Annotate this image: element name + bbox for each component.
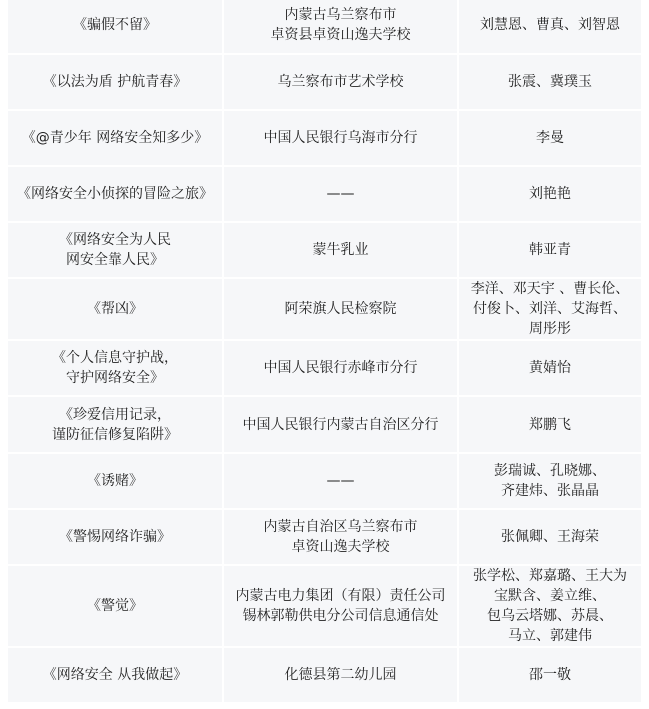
table-row bbox=[8, 55, 641, 109]
work-title-cell: 《网络安全小侦探的冒险之旅》 bbox=[8, 167, 224, 221]
work-title-cell: 《骗假不留》 bbox=[8, 0, 224, 53]
work-title-cell: 《警觉》 bbox=[8, 566, 224, 646]
organization-cell: 中国人民银行赤峰市分行 bbox=[224, 341, 459, 395]
authors-cell: 李洋、邓天宇 、曹长伦、 付俊卜、刘洋、艾海哲、 周彤彤 bbox=[459, 279, 641, 339]
organization-cell: —— bbox=[224, 454, 459, 508]
table-row bbox=[8, 223, 641, 277]
authors-cell: 郑鹏飞 bbox=[459, 397, 641, 452]
authors-cell: 张震、冀璞玉 bbox=[459, 55, 641, 109]
work-title-cell: 《帮凶》 bbox=[8, 279, 224, 339]
authors-cell: 韩亚青 bbox=[459, 223, 641, 277]
authors-cell: 彭瑞诚、孔晓娜、 齐建炜、张晶晶 bbox=[459, 454, 641, 508]
organization-cell: 阿荣旗人民检察院 bbox=[224, 279, 459, 339]
authors-cell: 刘慧恩、曹真、刘智恩 bbox=[459, 0, 641, 53]
table-row bbox=[8, 454, 641, 508]
organization-cell: 内蒙古乌兰察布市 卓资县卓资山逸夫学校 bbox=[224, 0, 459, 53]
organization-cell: 乌兰察布市艺术学校 bbox=[224, 55, 459, 109]
organization-cell: 化德县第二幼儿园 bbox=[224, 648, 459, 702]
work-title-cell: 《警惕网络诈骗》 bbox=[8, 510, 224, 564]
organization-cell: 中国人民银行内蒙古自治区分行 bbox=[224, 397, 459, 452]
authors-cell: 张佩卿、王海荣 bbox=[459, 510, 641, 564]
authors-cell: 李曼 bbox=[459, 111, 641, 165]
organization-cell: 蒙牛乳业 bbox=[224, 223, 459, 277]
work-title-cell: 《个人信息守护战， 守护网络安全》 bbox=[8, 341, 224, 395]
authors-cell: 邵一敬 bbox=[459, 648, 641, 702]
table-row bbox=[8, 566, 641, 646]
table-row bbox=[8, 0, 641, 53]
table-row bbox=[8, 279, 641, 339]
authors-cell: 张学松、郑嘉璐、王大为 宝默含、姜立维、 包乌云塔娜、苏晨、 马立、郭建伟 bbox=[459, 566, 641, 646]
work-title-cell: 《网络安全为人民 网安全靠人民》 bbox=[8, 223, 224, 277]
work-title-cell: 《@青少年 网络安全知多少》 bbox=[8, 111, 224, 165]
table-row bbox=[8, 111, 641, 165]
organization-cell: 内蒙古自治区乌兰察布市 卓资山逸夫学校 bbox=[224, 510, 459, 564]
authors-cell: 黄婧怡 bbox=[459, 341, 641, 395]
work-title-cell: 《网络安全 从我做起》 bbox=[8, 648, 224, 702]
table-row bbox=[8, 341, 641, 395]
table-row bbox=[8, 167, 641, 221]
authors-cell: 刘艳艳 bbox=[459, 167, 641, 221]
table-row bbox=[8, 510, 641, 564]
work-title-cell: 《珍爱信用记录， 谨防征信修复陷阱》 bbox=[8, 397, 224, 452]
works-table-body bbox=[8, 0, 641, 702]
table-row bbox=[8, 648, 641, 702]
table-row bbox=[8, 397, 641, 452]
work-title-cell: 《诱赌》 bbox=[8, 454, 224, 508]
works-table bbox=[8, 0, 641, 704]
organization-cell: —— bbox=[224, 167, 459, 221]
organization-cell: 中国人民银行乌海市分行 bbox=[224, 111, 459, 165]
organization-cell: 内蒙古电力集团（有限）责任公司 锡林郭勒供电分公司信息通信处 bbox=[224, 566, 459, 646]
work-title-cell: 《以法为盾 护航青春》 bbox=[8, 55, 224, 109]
